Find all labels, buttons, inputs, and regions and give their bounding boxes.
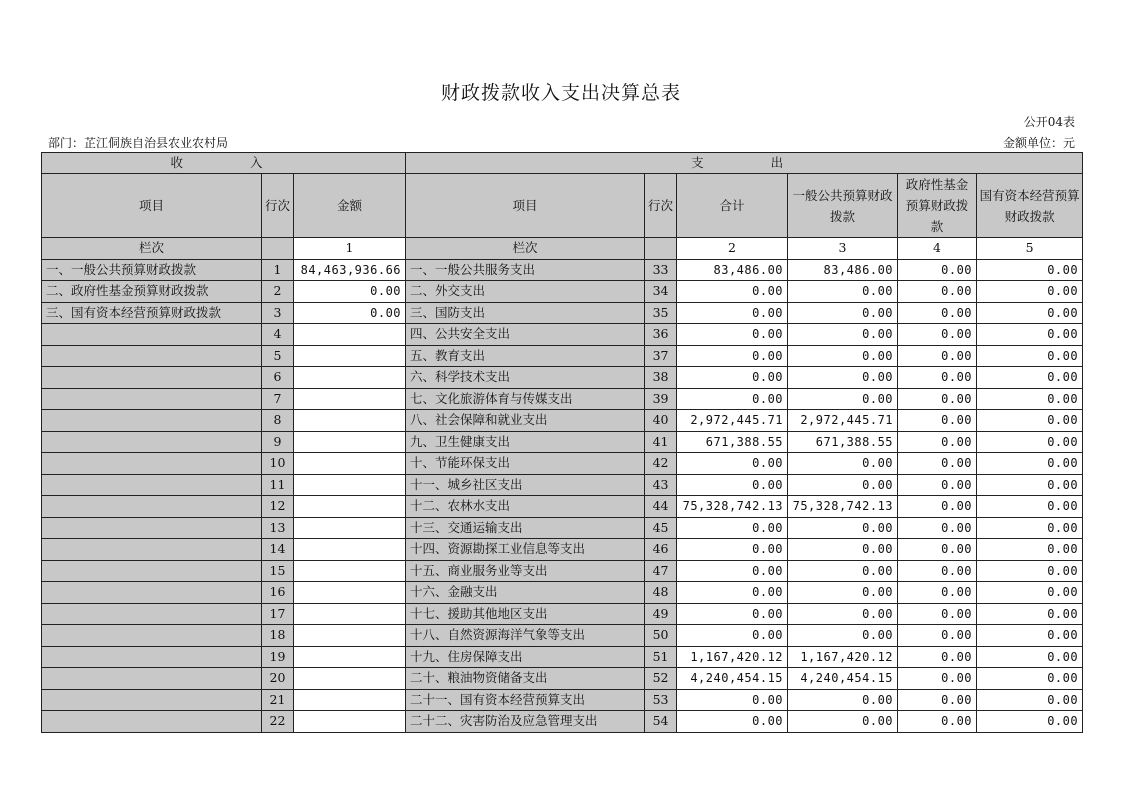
gov-fund-cell: 0.00	[898, 625, 977, 647]
gov-fund-cell: 0.00	[898, 711, 977, 733]
gov-fund-cell: 0.00	[898, 259, 977, 281]
general-budget-cell: 0.00	[788, 517, 898, 539]
income-amount-cell: 84,463,936.66	[294, 259, 406, 281]
income-amount-cell	[294, 388, 406, 410]
general-budget-cell: 0.00	[788, 539, 898, 561]
column-index-1: 1	[294, 238, 406, 260]
table-row	[42, 474, 1083, 496]
income-amount-header: 金额	[294, 174, 406, 238]
table-row	[42, 367, 1083, 389]
income-row-no-cell: 8	[262, 410, 294, 432]
expense-item-cell: 一、一般公共服务支出	[406, 259, 645, 281]
expense-row-no-cell: 48	[645, 582, 677, 604]
expense-item-cell: 二十二、灾害防治及应急管理支出	[406, 711, 645, 733]
total-cell: 0.00	[677, 345, 788, 367]
gov-fund-cell: 0.00	[898, 517, 977, 539]
income-row-no-cell: 19	[262, 646, 294, 668]
income-row-no-cell: 14	[262, 539, 294, 561]
column-index-label: 栏次	[42, 238, 262, 260]
state-capital-cell: 0.00	[977, 302, 1083, 324]
total-cell: 0.00	[677, 281, 788, 303]
expense-item-header: 项目	[406, 174, 645, 238]
income-amount-cell	[294, 345, 406, 367]
expense-item-cell: 十六、金融支出	[406, 582, 645, 604]
gov-fund-cell: 0.00	[898, 689, 977, 711]
table-row	[42, 646, 1083, 668]
state-capital-cell: 0.00	[977, 603, 1083, 625]
gov-fund-header: 政府性基金预算财政拨款	[898, 174, 977, 238]
expense-section-header: 支 出	[406, 153, 1083, 174]
income-row-no-cell: 2	[262, 281, 294, 303]
total-cell: 0.00	[677, 517, 788, 539]
income-row-no-cell: 1	[262, 259, 294, 281]
gov-fund-cell: 0.00	[898, 410, 977, 432]
gov-fund-cell: 0.00	[898, 603, 977, 625]
income-row-no-cell: 21	[262, 689, 294, 711]
income-item-cell	[42, 453, 262, 475]
income-item-cell	[42, 431, 262, 453]
table-row	[42, 668, 1083, 690]
expense-row-no-cell: 35	[645, 302, 677, 324]
income-item-cell	[42, 324, 262, 346]
income-item-cell	[42, 539, 262, 561]
expense-row-no-cell: 51	[645, 646, 677, 668]
income-item-cell	[42, 668, 262, 690]
expense-row-no-cell: 45	[645, 517, 677, 539]
column-index-label: 栏次	[406, 238, 645, 260]
expense-row-no-cell: 54	[645, 711, 677, 733]
income-row-no-cell: 9	[262, 431, 294, 453]
income-amount-cell	[294, 668, 406, 690]
expense-item-cell: 十五、商业服务业等支出	[406, 560, 645, 582]
income-amount-cell	[294, 711, 406, 733]
income-section-header: 收 入	[42, 153, 406, 174]
income-row-no-cell: 11	[262, 474, 294, 496]
total-cell: 0.00	[677, 560, 788, 582]
expense-item-cell: 二十一、国有资本经营预算支出	[406, 689, 645, 711]
income-row-no-cell: 13	[262, 517, 294, 539]
income-row-no-cell: 3	[262, 302, 294, 324]
income-row-no-cell: 7	[262, 388, 294, 410]
budget-table	[41, 152, 1083, 733]
table-row	[42, 281, 1083, 303]
table-row	[42, 689, 1083, 711]
general-budget-cell: 0.00	[788, 345, 898, 367]
income-row-no-cell: 20	[262, 668, 294, 690]
table-row	[42, 582, 1083, 604]
expense-row-no-cell: 50	[645, 625, 677, 647]
table-row	[42, 539, 1083, 561]
general-budget-cell: 4,240,454.15	[788, 668, 898, 690]
gov-fund-cell: 0.00	[898, 646, 977, 668]
expense-item-cell: 十、节能环保支出	[406, 453, 645, 475]
state-capital-cell: 0.00	[977, 453, 1083, 475]
state-capital-cell: 0.00	[977, 582, 1083, 604]
column-index-2: 2	[677, 238, 788, 260]
table-row	[42, 431, 1083, 453]
state-capital-header: 国有资本经营预算财政拨款	[977, 174, 1083, 238]
column-index-blank	[645, 238, 677, 260]
expense-row-no-cell: 36	[645, 324, 677, 346]
total-cell: 0.00	[677, 324, 788, 346]
expense-item-cell: 五、教育支出	[406, 345, 645, 367]
expense-row-no-cell: 49	[645, 603, 677, 625]
total-cell: 0.00	[677, 603, 788, 625]
general-budget-cell: 1,167,420.12	[788, 646, 898, 668]
general-budget-cell: 0.00	[788, 689, 898, 711]
state-capital-cell: 0.00	[977, 668, 1083, 690]
income-amount-cell	[294, 646, 406, 668]
state-capital-cell: 0.00	[977, 324, 1083, 346]
income-row-no-header: 行次	[262, 174, 294, 238]
expense-item-cell: 十八、自然资源海洋气象等支出	[406, 625, 645, 647]
state-capital-cell: 0.00	[977, 646, 1083, 668]
income-item-header: 项目	[42, 174, 262, 238]
form-code: 公开04表	[1023, 115, 1075, 129]
income-row-no-cell: 17	[262, 603, 294, 625]
income-row-no-cell: 16	[262, 582, 294, 604]
income-amount-cell	[294, 474, 406, 496]
total-cell: 83,486.00	[677, 259, 788, 281]
expense-row-no-cell: 52	[645, 668, 677, 690]
table-row	[42, 324, 1083, 346]
income-amount-cell	[294, 539, 406, 561]
total-cell: 0.00	[677, 367, 788, 389]
general-budget-cell: 0.00	[788, 603, 898, 625]
table-row	[42, 410, 1083, 432]
expense-item-cell: 十一、城乡社区支出	[406, 474, 645, 496]
state-capital-cell: 0.00	[977, 689, 1083, 711]
total-header: 合计	[677, 174, 788, 238]
expense-row-no-cell: 42	[645, 453, 677, 475]
income-item-cell	[42, 496, 262, 518]
state-capital-cell: 0.00	[977, 410, 1083, 432]
table-row	[42, 517, 1083, 539]
general-budget-cell: 83,486.00	[788, 259, 898, 281]
expense-row-no-cell: 44	[645, 496, 677, 518]
gov-fund-cell: 0.00	[898, 453, 977, 475]
report-title: 财政拨款收入支出决算总表	[440, 82, 681, 104]
column-index-5: 5	[977, 238, 1083, 260]
general-budget-cell: 0.00	[788, 453, 898, 475]
expense-item-cell: 四、公共安全支出	[406, 324, 645, 346]
income-amount-cell	[294, 582, 406, 604]
gov-fund-cell: 0.00	[898, 668, 977, 690]
total-cell: 2,972,445.71	[677, 410, 788, 432]
gov-fund-cell: 0.00	[898, 474, 977, 496]
expense-item-cell: 九、卫生健康支出	[406, 431, 645, 453]
income-item-cell	[42, 560, 262, 582]
general-budget-cell: 0.00	[788, 582, 898, 604]
expense-item-cell: 七、文化旅游体育与传媒支出	[406, 388, 645, 410]
general-budget-cell: 0.00	[788, 302, 898, 324]
gov-fund-cell: 0.00	[898, 345, 977, 367]
income-item-cell	[42, 625, 262, 647]
state-capital-cell: 0.00	[977, 496, 1083, 518]
gov-fund-cell: 0.00	[898, 281, 977, 303]
income-amount-cell	[294, 431, 406, 453]
income-amount-cell	[294, 603, 406, 625]
state-capital-cell: 0.00	[977, 431, 1083, 453]
expense-item-cell: 二十、粮油物资储备支出	[406, 668, 645, 690]
gov-fund-cell: 0.00	[898, 496, 977, 518]
expense-row-no-header: 行次	[645, 174, 677, 238]
general-budget-cell: 2,972,445.71	[788, 410, 898, 432]
income-item-cell	[42, 388, 262, 410]
expense-item-cell: 三、国防支出	[406, 302, 645, 324]
gov-fund-cell: 0.00	[898, 560, 977, 582]
expense-row-no-cell: 43	[645, 474, 677, 496]
gov-fund-cell: 0.00	[898, 431, 977, 453]
income-row-no-cell: 12	[262, 496, 294, 518]
income-amount-cell	[294, 410, 406, 432]
income-item-cell	[42, 474, 262, 496]
gov-fund-cell: 0.00	[898, 388, 977, 410]
column-index-4: 4	[898, 238, 977, 260]
state-capital-cell: 0.00	[977, 711, 1083, 733]
total-cell: 0.00	[677, 711, 788, 733]
income-row-no-cell: 18	[262, 625, 294, 647]
table-row	[42, 496, 1083, 518]
income-row-no-cell: 10	[262, 453, 294, 475]
general-budget-cell: 0.00	[788, 324, 898, 346]
total-cell: 671,388.55	[677, 431, 788, 453]
general-budget-cell: 75,328,742.13	[788, 496, 898, 518]
table-row	[42, 259, 1083, 281]
state-capital-cell: 0.00	[977, 474, 1083, 496]
expense-row-no-cell: 41	[645, 431, 677, 453]
department-label: 部门：芷江侗族自治县农业农村局	[48, 136, 229, 150]
state-capital-cell: 0.00	[977, 388, 1083, 410]
income-item-cell	[42, 646, 262, 668]
state-capital-cell: 0.00	[977, 560, 1083, 582]
income-amount-cell	[294, 560, 406, 582]
income-row-no-cell: 22	[262, 711, 294, 733]
general-budget-cell: 0.00	[788, 474, 898, 496]
expense-row-no-cell: 53	[645, 689, 677, 711]
table-row	[42, 388, 1083, 410]
expense-row-no-cell: 33	[645, 259, 677, 281]
income-amount-cell	[294, 453, 406, 475]
income-item-cell	[42, 345, 262, 367]
income-item-cell	[42, 517, 262, 539]
total-cell: 0.00	[677, 539, 788, 561]
state-capital-cell: 0.00	[977, 539, 1083, 561]
income-item-cell: 二、政府性基金预算财政拨款	[42, 281, 262, 303]
income-amount-cell: 0.00	[294, 281, 406, 303]
total-cell: 4,240,454.15	[677, 668, 788, 690]
expense-item-cell: 十三、交通运输支出	[406, 517, 645, 539]
income-item-cell	[42, 603, 262, 625]
table-row	[42, 302, 1083, 324]
expense-row-no-cell: 39	[645, 388, 677, 410]
income-item-cell: 一、一般公共预算财政拨款	[42, 259, 262, 281]
state-capital-cell: 0.00	[977, 367, 1083, 389]
state-capital-cell: 0.00	[977, 625, 1083, 647]
table-row	[42, 711, 1083, 733]
total-cell: 1,167,420.12	[677, 646, 788, 668]
state-capital-cell: 0.00	[977, 517, 1083, 539]
income-item-cell	[42, 410, 262, 432]
general-budget-cell: 0.00	[788, 625, 898, 647]
income-amount-cell	[294, 496, 406, 518]
income-amount-cell	[294, 367, 406, 389]
income-amount-cell	[294, 324, 406, 346]
expense-row-no-cell: 38	[645, 367, 677, 389]
expense-item-cell: 八、社会保障和就业支出	[406, 410, 645, 432]
income-item-cell	[42, 689, 262, 711]
gov-fund-cell: 0.00	[898, 367, 977, 389]
expense-item-cell: 十二、农林水支出	[406, 496, 645, 518]
general-budget-cell: 0.00	[788, 711, 898, 733]
income-item-cell: 三、国有资本经营预算财政拨款	[42, 302, 262, 324]
income-item-cell	[42, 582, 262, 604]
column-index-blank	[262, 238, 294, 260]
general-budget-cell: 671,388.55	[788, 431, 898, 453]
gov-fund-cell: 0.00	[898, 582, 977, 604]
state-capital-cell: 0.00	[977, 345, 1083, 367]
income-item-cell	[42, 367, 262, 389]
gov-fund-cell: 0.00	[898, 324, 977, 346]
income-amount-cell	[294, 625, 406, 647]
total-cell: 0.00	[677, 625, 788, 647]
state-capital-cell: 0.00	[977, 259, 1083, 281]
expense-row-no-cell: 40	[645, 410, 677, 432]
income-amount-cell	[294, 689, 406, 711]
table-row	[42, 625, 1083, 647]
expense-item-cell: 十九、住房保障支出	[406, 646, 645, 668]
expense-row-no-cell: 46	[645, 539, 677, 561]
expense-row-no-cell: 37	[645, 345, 677, 367]
table-row	[42, 345, 1083, 367]
general-budget-cell: 0.00	[788, 367, 898, 389]
income-row-no-cell: 5	[262, 345, 294, 367]
expense-row-no-cell: 34	[645, 281, 677, 303]
income-amount-cell: 0.00	[294, 302, 406, 324]
total-cell: 0.00	[677, 689, 788, 711]
income-item-cell	[42, 711, 262, 733]
general-budget-cell: 0.00	[788, 388, 898, 410]
expense-item-cell: 二、外交支出	[406, 281, 645, 303]
state-capital-cell: 0.00	[977, 281, 1083, 303]
column-index-3: 3	[788, 238, 898, 260]
general-budget-cell: 0.00	[788, 281, 898, 303]
expense-item-cell: 六、科学技术支出	[406, 367, 645, 389]
expense-item-cell: 十四、资源勘探工业信息等支出	[406, 539, 645, 561]
total-cell: 0.00	[677, 474, 788, 496]
income-row-no-cell: 4	[262, 324, 294, 346]
general-budget-header: 一般公共预算财政拨款	[788, 174, 898, 238]
general-budget-cell: 0.00	[788, 560, 898, 582]
total-cell: 75,328,742.13	[677, 496, 788, 518]
gov-fund-cell: 0.00	[898, 539, 977, 561]
income-amount-cell	[294, 517, 406, 539]
expense-item-cell: 十七、援助其他地区支出	[406, 603, 645, 625]
total-cell: 0.00	[677, 388, 788, 410]
gov-fund-cell: 0.00	[898, 302, 977, 324]
total-cell: 0.00	[677, 302, 788, 324]
table-row	[42, 453, 1083, 475]
table-row	[42, 560, 1083, 582]
amount-unit-label: 金额单位：元	[1002, 136, 1075, 150]
total-cell: 0.00	[677, 582, 788, 604]
expense-row-no-cell: 47	[645, 560, 677, 582]
income-row-no-cell: 6	[262, 367, 294, 389]
table-row	[42, 603, 1083, 625]
income-row-no-cell: 15	[262, 560, 294, 582]
total-cell: 0.00	[677, 453, 788, 475]
